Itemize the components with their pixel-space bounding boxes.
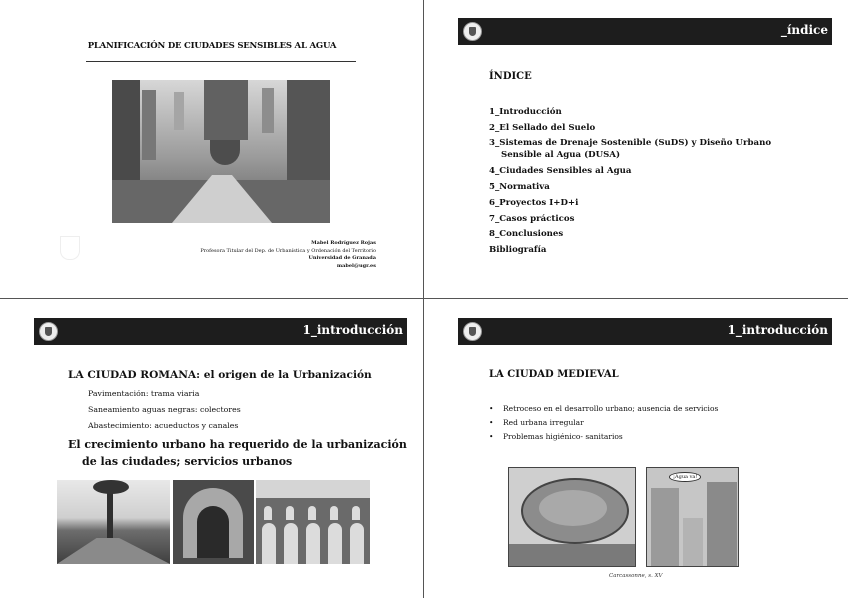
author-name: Mabel Rodríguez Rojas xyxy=(311,240,376,246)
index-item: 6_Proyectos I+D+i xyxy=(489,197,579,208)
index-item: 3_Sistemas de Drenaje Sostenible (SuDS) y Diseño Urbano Sensible al Agua (DUSA) xyxy=(489,137,772,160)
comic-speech-bubble: ¡Agua va! xyxy=(669,472,701,482)
bullet-item: • Red urbana irregular xyxy=(489,416,718,430)
index-list xyxy=(489,105,807,259)
author-position: Profesora Titular del Dep. de Urbanística y Ordenación del Territorio xyxy=(200,247,376,254)
slide-roman-city xyxy=(0,299,424,598)
slide-header xyxy=(458,18,832,45)
roman-subitem: Abastecimiento: acueductos y canales xyxy=(88,421,239,430)
university-watermark xyxy=(60,236,80,260)
index-item: 4_Ciudades Sensibles al Agua xyxy=(489,165,632,176)
header-title: 1_introducción xyxy=(302,323,403,337)
aqueduct-arches xyxy=(256,480,370,564)
bullet-item: • Retroceso en el desarrollo urbano; ausencia de servicios xyxy=(489,402,718,416)
slide-title xyxy=(0,0,424,299)
author-email: mabel@ugr.es xyxy=(336,262,376,269)
presentation-title: PLANIFICACIÓN DE CIUDADES SENSIBLES AL AGUA xyxy=(87,41,337,51)
university-crest-icon xyxy=(39,322,58,341)
author-block xyxy=(200,240,376,270)
roman-subitem: Pavimentación: trama viaria xyxy=(88,389,200,398)
index-item: Bibliografía xyxy=(489,245,547,256)
index-item: 5_Normativa xyxy=(489,181,550,192)
index-heading: ÍNDICE xyxy=(489,71,532,82)
medieval-town-map-illustration xyxy=(508,467,636,567)
roman-city-heading: LA CIUDAD ROMANA: el origen de la Urbanización xyxy=(68,369,372,381)
title-divider xyxy=(86,61,356,62)
urban-growth-statement xyxy=(68,437,407,470)
bullet-item: • Problemas higiénico- sanitarios xyxy=(489,430,718,444)
futuristic-city-image xyxy=(112,80,330,223)
header-title: 1_introducción xyxy=(727,323,828,337)
index-item: 2_El Sellado del Suelo xyxy=(489,122,596,133)
statement-line: de las ciudades; servicios urbanos xyxy=(82,454,293,468)
roman-road-photo xyxy=(57,480,170,564)
slide-medieval-city xyxy=(424,299,848,598)
university-crest-icon xyxy=(463,322,482,341)
university-crest-icon xyxy=(463,22,482,41)
medieval-bullet-list xyxy=(489,402,718,444)
roman-subitem: Saneamiento aguas negras: colectores xyxy=(88,405,241,414)
roman-sewer-photo xyxy=(173,480,254,564)
medieval-street-comic xyxy=(646,467,739,567)
index-item: 7_Casos prácticos xyxy=(489,213,575,224)
medieval-city-heading: LA CIUDAD MEDIEVAL xyxy=(489,369,619,380)
index-item: 1_Introducción xyxy=(489,107,562,117)
author-university: Universidad de Granada xyxy=(308,255,376,262)
slide-header xyxy=(458,318,832,345)
header-title: _índice xyxy=(780,23,828,37)
index-item: 8_Conclusiones xyxy=(489,229,564,240)
image-caption: Carcassonne, s. XV xyxy=(609,573,663,579)
roman-aqueduct-photo xyxy=(256,480,370,564)
statement-line: El crecimiento urbano ha requerido de la urbanización xyxy=(68,438,407,451)
slide-header xyxy=(34,318,407,345)
